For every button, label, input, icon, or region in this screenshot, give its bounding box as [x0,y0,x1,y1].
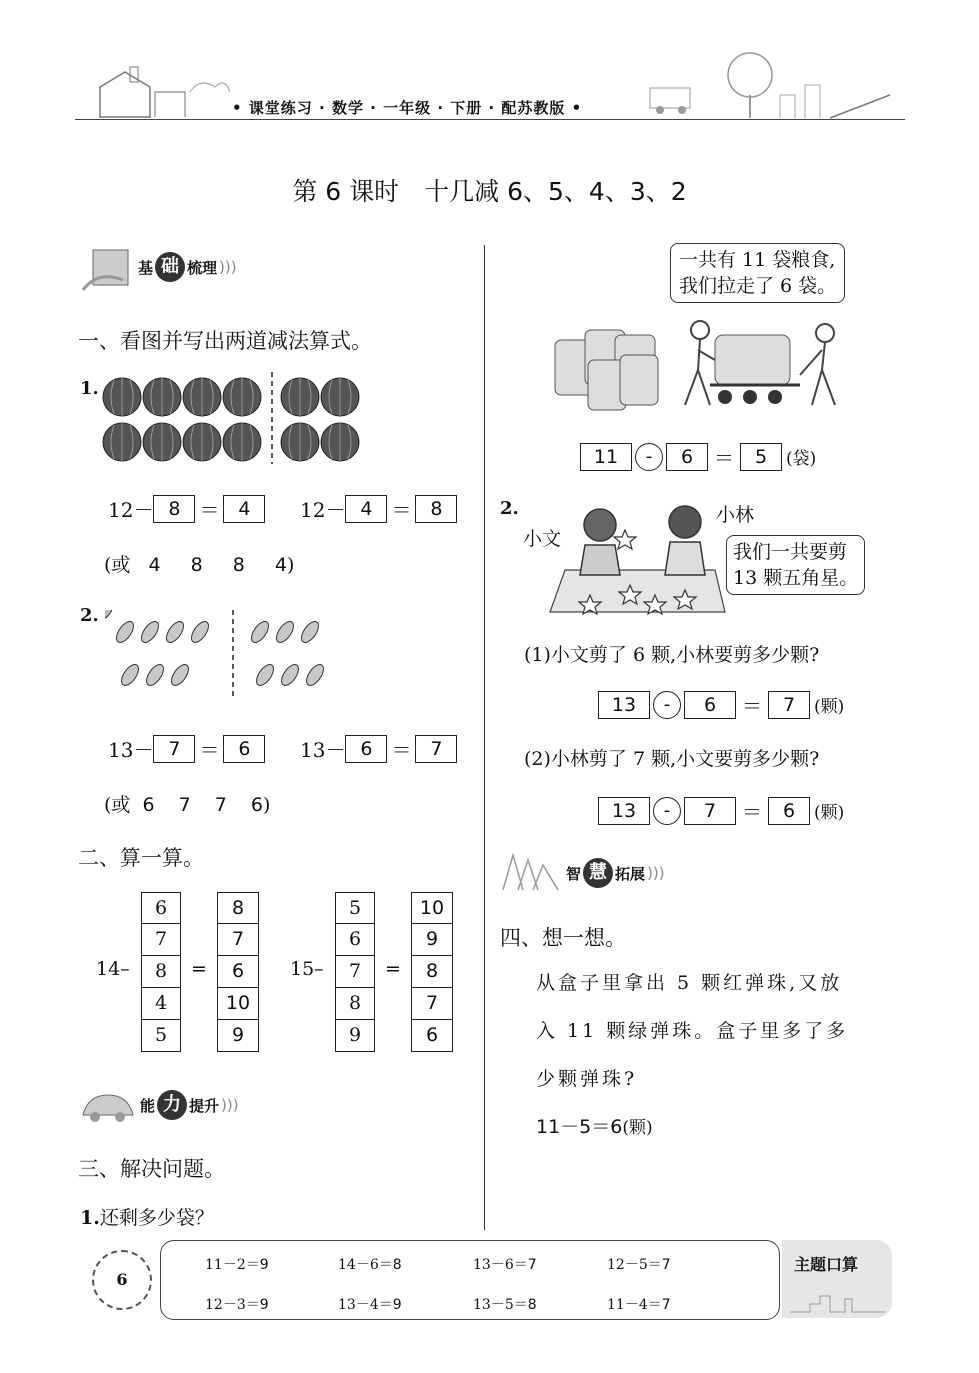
mental-math-item [607,1254,671,1274]
item-answer: 9 [392,1297,402,1313]
mental-math-item [473,1294,537,1314]
page-title: 第 6 课时 十几减 6、5、4、3、2 [292,177,687,206]
alt-value: 6 [142,794,155,816]
wisdom-section-badge [566,858,665,888]
t2-input-cell: 6 [335,924,375,956]
q3-p1-label: 1. [80,1207,100,1229]
unit-label: (袋) [786,449,817,469]
alt-suffix: ) [262,794,271,816]
answer-box[interactable]: 8 [415,495,457,523]
unit-label: (颗) [622,1118,653,1138]
operator-circle[interactable]: - [653,797,681,825]
badge-wave-icon: ))) [219,258,237,276]
equals-sign: ＝ [714,446,734,470]
answer-box[interactable]: 4 [223,495,265,523]
column-divider [484,245,485,1230]
t2-input-cell: 8 [335,988,375,1020]
ability-section-badge [140,1090,239,1120]
mental-math-item [205,1254,269,1274]
badge-big-char: 慧 [583,858,613,888]
q4-answer [536,1112,653,1139]
answer-box[interactable]: 8 [153,495,195,523]
t1-input-cell: 6 [141,892,181,924]
name-xiaolin: 小林 [716,504,755,526]
item-question: 12－3＝ [205,1297,260,1313]
t1-prefix: 14– [96,958,130,980]
equals-sign: ＝ [742,694,762,718]
mental-math-item [338,1254,402,1274]
alt-value: 6 [250,794,263,816]
grain-sacks-illustration [550,305,850,415]
t1-equals: = [191,958,207,980]
t2-input-column [335,892,375,1052]
badge-wave-icon: ))) [647,864,665,882]
q3-p1-equation [580,442,816,471]
item-answer: 9 [259,1257,269,1273]
answer-box[interactable]: 4 [345,495,387,523]
q4-line1: 从盒子里拿出 5 颗红弹珠,又放 [536,972,843,994]
q3-p2-sub1-question: (1)小文剪了 6 颗,小林要剪多少颗? [524,644,820,666]
unit-label: (颗) [814,803,845,823]
item-question: 13－5＝ [473,1297,528,1313]
alt-value: 8 [232,554,245,576]
q4-answer-expr: 11－5＝6 [536,1116,623,1138]
answer-box[interactable]: 13 [598,797,650,825]
item-question: 11－4＝ [607,1297,662,1313]
alt-value: 8 [190,554,203,576]
item-answer: 8 [527,1297,537,1313]
bubble-line: 我们一共要剪 [733,541,848,563]
mental-math-item [607,1294,671,1314]
item-question: 13－6＝ [473,1257,528,1273]
item-question: 12－5＝ [607,1257,662,1273]
q1-p2-eq2 [300,734,457,763]
answer-box[interactable]: 13 [598,691,650,719]
bubble-line: 我们拉走了 6 袋。 [679,275,837,297]
answer-box[interactable]: 6 [345,735,387,763]
q4-line2: 入 11 颗绿弹珠。盒子里多了多 [536,1020,849,1042]
name-xiaowen: 小文 [523,528,562,550]
q1-p2-eq1 [108,734,265,763]
skyline-icon [790,1284,885,1314]
watermelon-picture [100,372,370,467]
t2-result-cell[interactable]: 8 [411,956,453,988]
q1-p1-eq1 [108,494,265,523]
t1-input-cell: 7 [141,924,181,956]
q4-heading: 四、想一想。 [500,926,626,950]
badge-big-char: 础 [155,252,185,282]
q3-p2-sub2-equation [598,796,844,825]
t1-input-cell: 8 [141,956,181,988]
t1-result-cell[interactable]: 9 [217,1020,259,1052]
item-answer: 7 [661,1297,671,1313]
q1-heading: 一、看图并写出两道减法算式。 [78,329,372,353]
alt-value: 7 [214,794,227,816]
bubble-line: 一共有 11 袋粮食, [679,249,836,271]
answer-box[interactable]: 6 [666,443,708,471]
badge-char: 能 [140,1096,156,1115]
equals-sign: ＝ [391,738,412,762]
operator-circle[interactable]: - [653,691,681,719]
equals-sign: ＝ [391,498,412,522]
item-question: 11－2＝ [205,1257,260,1273]
tree-car-illustration [630,50,900,120]
candy-picture [105,610,345,700]
q3-p2-label: 2. [500,498,519,519]
answer-box[interactable]: 7 [768,691,810,719]
eq-text: 13－ [300,738,346,762]
badge-char: 基 [138,258,154,277]
q1-p2-label: 2. [80,605,99,626]
alt-value: 7 [178,794,191,816]
unit-label: (颗) [814,697,845,717]
mental-math-title: 主题口算 [794,1255,859,1274]
t2-result-cell[interactable]: 6 [411,1020,453,1052]
equals-sign: ＝ [199,738,220,762]
mental-math-item [473,1254,537,1274]
answer-box[interactable]: 7 [153,735,195,763]
mental-math-title-panel [782,1240,892,1318]
equals-sign: ＝ [199,498,220,522]
eq-text: 13－ [108,738,154,762]
t1-input-column [141,892,181,1052]
t1-input-cell: 5 [141,1020,181,1052]
badge-big-char: 力 [157,1090,187,1120]
answer-box[interactable]: 6 [684,691,736,719]
t2-result-cell[interactable]: 10 [411,892,453,924]
item-answer: 9 [259,1297,269,1313]
answer-box[interactable]: 6 [768,797,810,825]
answer-box[interactable]: 7 [684,797,736,825]
alt-prefix: (或 [104,794,131,816]
q1-p2-alt [104,790,270,817]
grain-speech-bubble [670,243,845,303]
item-question: 13－4＝ [338,1297,393,1313]
page-number: 6 [92,1250,152,1310]
badge-char: 拓展 [615,864,646,883]
answer-box[interactable]: 11 [580,443,632,471]
t1-result-column [217,892,259,1052]
header-rule [75,119,905,120]
q1-p1-eq2 [300,494,457,523]
t2-result-cell[interactable]: 7 [411,988,453,1020]
t1-result-cell[interactable]: 6 [217,956,259,988]
item-question: 14－6＝ [338,1257,393,1273]
item-answer: 7 [527,1257,537,1273]
operator-circle[interactable]: - [635,443,663,471]
t1-result-cell[interactable]: 8 [217,892,259,924]
equals-sign: ＝ [742,800,762,824]
house-illustration [90,62,230,122]
answer-box[interactable]: 5 [740,443,782,471]
badge-wave-icon: ))) [221,1096,239,1114]
alt-prefix: (或 [104,554,131,576]
q2-heading: 二、算一算。 [78,846,204,870]
t2-equals: = [385,958,401,980]
t2-input-cell: 9 [335,1020,375,1052]
t2-result-cell[interactable]: 9 [411,924,453,956]
mental-math-item [205,1294,269,1314]
eq-text: 12－ [108,498,154,522]
alt-suffix: ) [286,554,295,576]
ability-section-icon [78,1085,138,1125]
badge-char: 梳理 [187,258,218,277]
stars-speech-bubble [726,535,865,595]
t2-input-cell: 5 [335,892,375,924]
alt-value: 4 [148,554,161,576]
t2-result-column [411,892,453,1052]
header-series: • 课堂练习 · 数学 · 一年级 · 下册 · 配苏教版 • [232,99,583,117]
t1-input-cell: 4 [141,988,181,1020]
item-answer: 8 [392,1257,402,1273]
badge-char: 提升 [189,1096,220,1115]
basic-section-icon [78,245,138,295]
mental-math-item [338,1294,402,1314]
q4-line3: 少颗弹珠? [536,1068,638,1090]
badge-char: 智 [566,864,582,883]
wisdom-section-icon [498,850,564,894]
alt-value: 4 [274,554,287,576]
q3-heading: 三、解决问题。 [78,1157,225,1181]
t2-prefix: 15– [290,958,324,980]
item-answer: 7 [661,1257,671,1273]
q3-p1-question [80,1203,214,1230]
t1-result-cell[interactable]: 7 [217,924,259,956]
basic-section-badge [138,252,237,282]
t2-input-cell: 7 [335,956,375,988]
bubble-line: 13 颗五角星。 [733,567,859,589]
q3-p1-question-text: 还剩多少袋？ [99,1207,214,1229]
q1-p1-alt [104,550,294,577]
answer-box[interactable]: 6 [223,735,265,763]
q3-p2-sub1-equation [598,690,844,719]
t1-result-cell[interactable]: 10 [217,988,259,1020]
q1-p1-label: 1. [80,378,99,399]
eq-text: 12－ [300,498,346,522]
q3-p2-sub2-question: (2)小林剪了 7 颗,小文要剪多少颗? [524,748,820,770]
answer-box[interactable]: 7 [415,735,457,763]
